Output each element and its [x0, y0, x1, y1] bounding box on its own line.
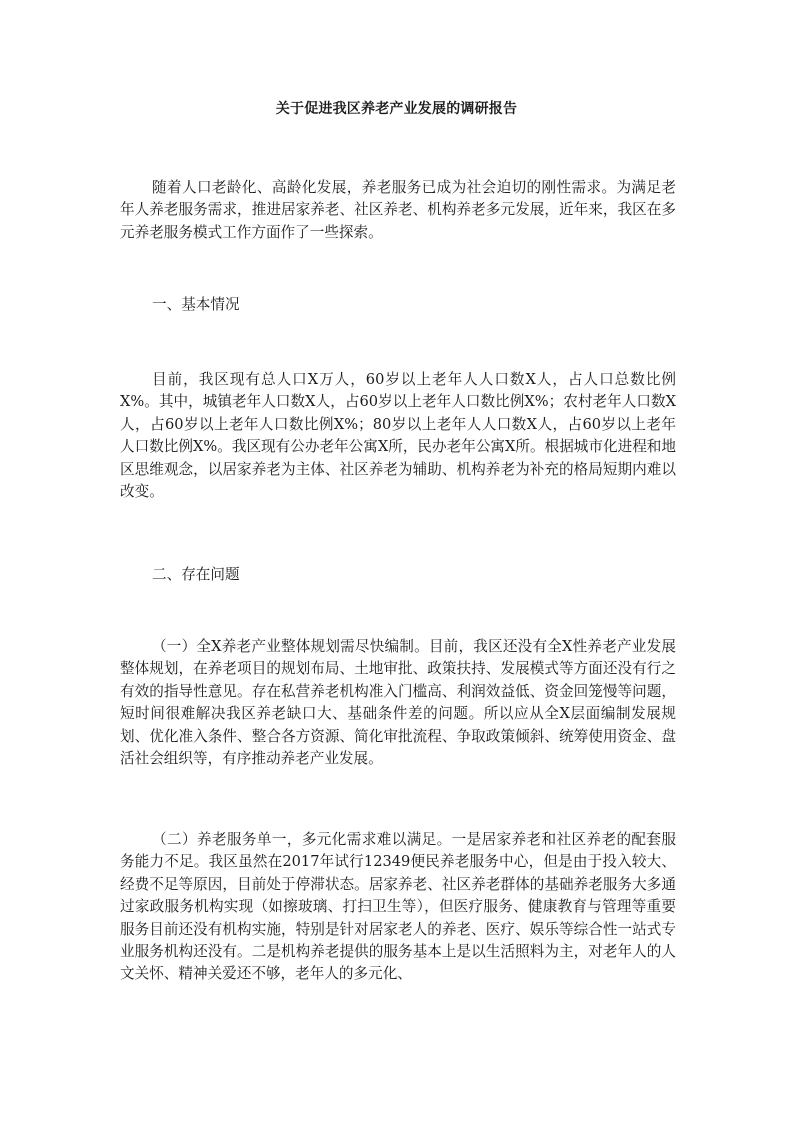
document-title: 关于促进我区养老产业发展的调研报告 — [275, 101, 518, 117]
problem-2-paragraph: （二）养老服务单一，多元化需求难以满足。一是居家养老和社区养老的配套服务能力不足。我区虽然在2017年试行12349便民养老服务中心，但是由于投入较大、经费不足等原因，目前处于停滞状态。居家养老、社区养老群体的基础养老服务大多通过家政服务机构实现（如擦玻璃、打扫卫生等），但医疗服务、健康教育与管理等重要服务目前还没有机构实施，特别是针对居家老人的养老、医疗、娱乐等综合性一站式专业服务机构还没有。二是机构养老提供的服务基本上是以生活照料为主，对老年人的人文关怀、精神关爱还不够，老年人的多元化、 — [120, 831, 676, 983]
section-heading-existing-problems: 二、存在问题 — [152, 566, 240, 583]
basic-situation-paragraph: 目前，我区现有总人口X万人，60岁以上老年人人口数X人，占人口总数比例X%。其中，城镇老年人口数X人，占60岁以上老年人口数比例X%；农村老年人口数X人，占60岁以上老年人口数比例X%；80岁以上老年人人口数X人，占60岁以上老年人口数比例X%。我区现有公办老年公寓X所，民办老年公寓X所。根据城市化进程和地区思维观念，以居家养老为主体、社区养老为辅助、机构养老为补充的格局短期内难以改变。 — [120, 371, 676, 501]
problem-1-paragraph: （一）全X养老产业整体规划需尽快编制。目前，我区还没有全X性养老产业发展整体规划，在养老项目的规划布局、土地审批、政策扶持、发展模式等方面还没有行之有效的指导性意见。存在私营养老机构准入门槛高、利润效益低、资金回笼慢等问题，短时间很难解决我区养老缺口大、基础条件差的问题。所以应从全X层面编制发展规划、优化准入条件、整合各方资源、简化审批流程、争取政策倾斜、统筹使用资金、盘活社会组织等，有序推动养老产业发展。 — [120, 638, 676, 768]
intro-paragraph: 随着人口老龄化、高龄化发展，养老服务已成为社会迫切的刚性需求。为满足老年人养老服务需求，推进居家养老、社区养老、机构养老多元发展，近年来，我区在多元养老服务模式工作方面作了一些探索。 — [120, 179, 676, 241]
section-heading-basic-situation: 一、基本情况 — [152, 296, 240, 313]
